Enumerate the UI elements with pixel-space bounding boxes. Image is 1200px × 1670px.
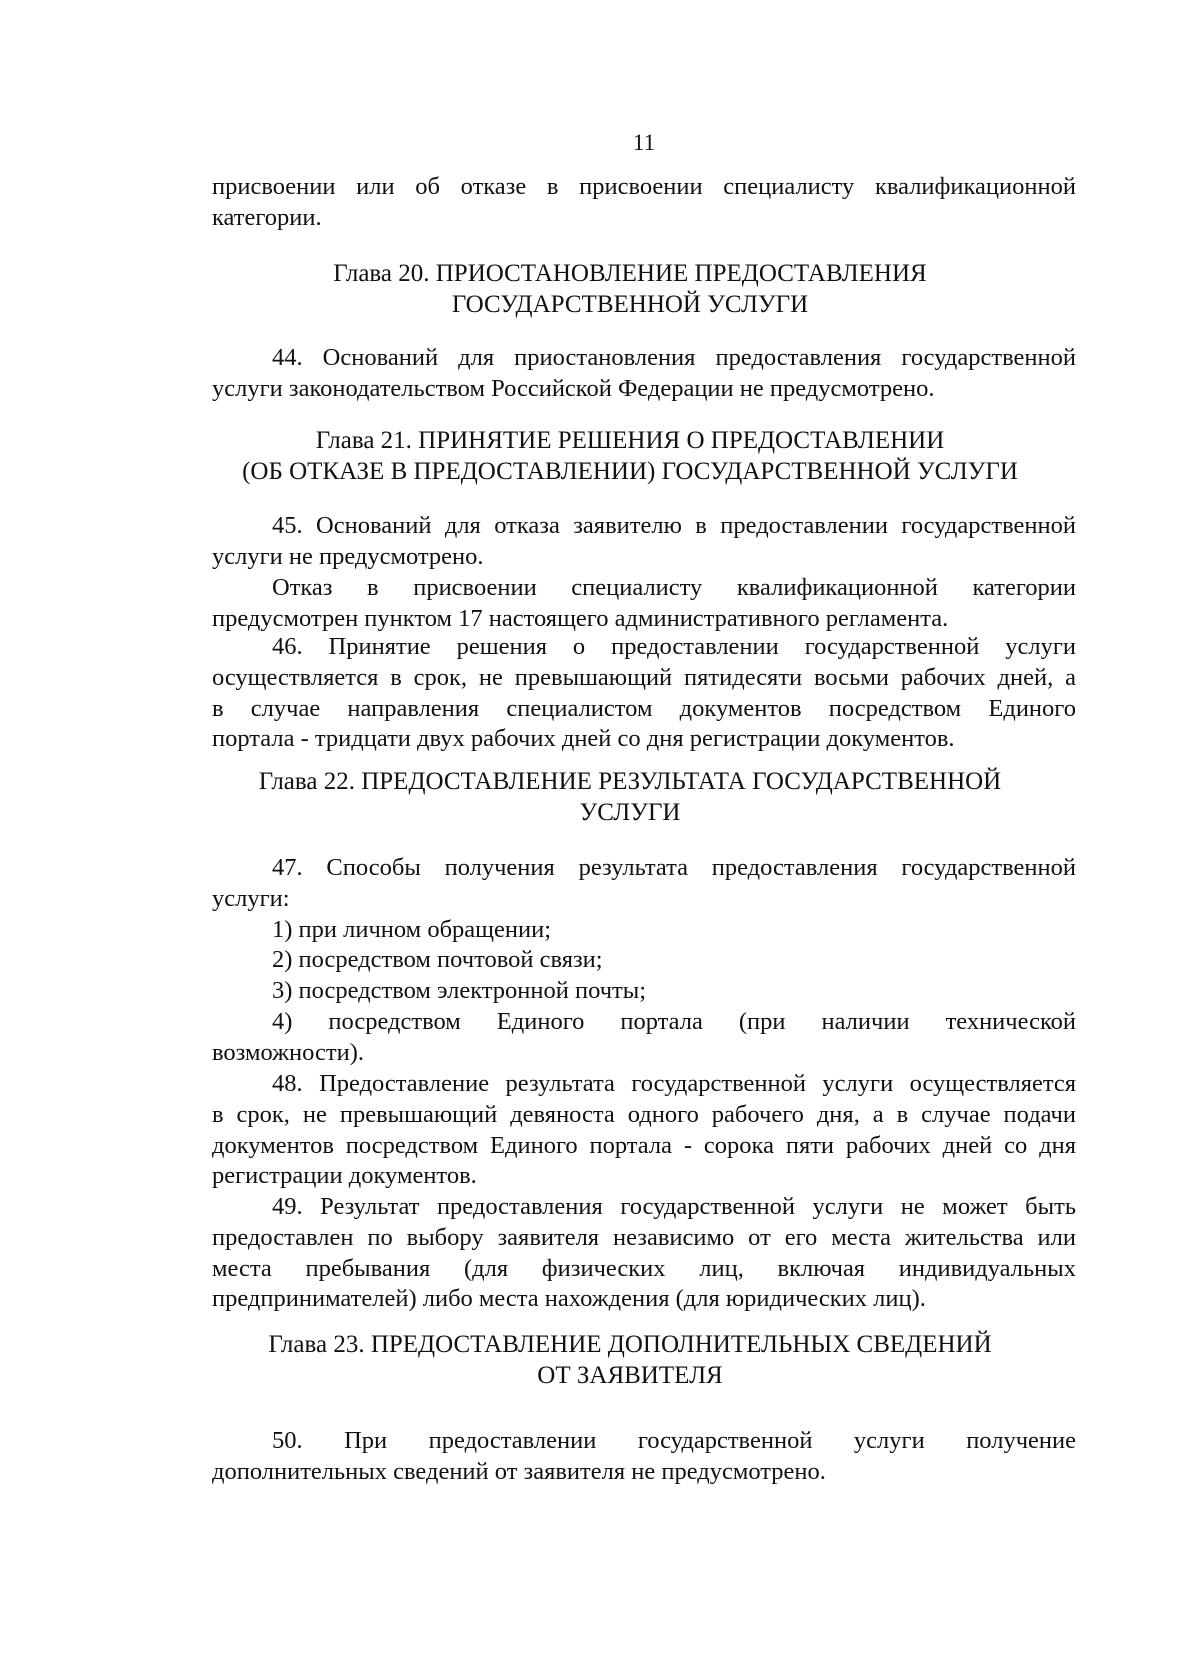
paragraph-line: 49. Результат предоставления государственной услуги не может быть	[272, 1193, 1076, 1220]
paragraph-line: Отказ в присвоении специалисту квалификационной категории	[272, 574, 1076, 601]
intro-paragraph	[212, 172, 1076, 234]
chapter-21-heading	[198, 425, 1062, 487]
paragraph-45	[212, 511, 1076, 573]
paragraph-line: 48. Предоставление результата государственной услуги осуществляется	[272, 1070, 1076, 1097]
heading-line: Глава 23. ПРЕДОСТАВЛЕНИЕ ДОПОЛНИТЕЛЬНЫХ СВЕДЕНИЙ	[268, 1331, 992, 1358]
paragraph-49	[212, 1192, 1076, 1315]
heading-line: ГОСУДАРСТВЕННОЙ УСЛУГИ	[451, 291, 809, 318]
paragraph-line: места пребывания (для физических лиц, включая индивидуальных	[212, 1254, 1076, 1282]
paragraph-line: регистрации документов.	[212, 1162, 477, 1190]
paragraph-line: предусмотрен пунктом 17 настоящего административного регламента.	[212, 604, 949, 632]
paragraph-50	[212, 1426, 1076, 1488]
page-number: 11	[632, 130, 656, 155]
heading-line: УСЛУГИ	[579, 799, 681, 826]
list-item: возможности).	[212, 1038, 365, 1066]
paragraph-line: предоставлен по выбору заявителя независимо от его места жительства или	[212, 1223, 1076, 1251]
list-item: 3) посредством электронной почты;	[272, 977, 647, 1005]
paragraph-line: в случае направления специалистом документов посредством Единого	[212, 694, 1076, 722]
paragraph-line: услуги не предусмотрено.	[212, 542, 484, 570]
paragraph-line: предпринимателей) либо места нахождения (для юридических лиц).	[212, 1285, 926, 1313]
list-item: 1) при личном обращении;	[272, 915, 552, 943]
document-page	[212, 0, 1076, 1670]
paragraph-48	[212, 1069, 1076, 1192]
paragraph-line: 44. Оснований для приостановления предоставления государственной	[272, 344, 1076, 371]
paragraph-line: услуги законодательством Российской Федерации не предусмотрено.	[212, 374, 935, 402]
chapter-20-heading	[198, 258, 1062, 320]
paragraph-46	[212, 632, 1076, 755]
paragraph-line: 46. Принятие решения о предоставлении государственной услуги	[272, 633, 1076, 660]
paragraph-line: дополнительных сведений от заявителя не предусмотрено.	[212, 1457, 826, 1485]
list-item: 4) посредством Единого портала (при наличии технической	[272, 1007, 1076, 1035]
paragraph-line: 50. При предоставлении государственной услуги получение	[272, 1427, 1076, 1454]
heading-line: Глава 20. ПРИОСТАНОВЛЕНИЕ ПРЕДОСТАВЛЕНИЯ	[333, 260, 927, 287]
paragraph-line: 47. Способы получения результата предоставления государственной	[272, 854, 1076, 881]
paragraph-line: в срок, не превышающий девяноста одного рабочего дня, а в случае подачи	[212, 1100, 1076, 1128]
heading-line: ОТ ЗАЯВИТЕЛЯ	[537, 1362, 723, 1389]
heading-line: Глава 21. ПРИНЯТИЕ РЕШЕНИЯ О ПРЕДОСТАВЛЕНИИ	[315, 427, 945, 454]
paragraph-line: 45. Оснований для отказа заявителю в предоставлении государственной	[272, 512, 1076, 539]
chapter-23-heading	[198, 1329, 1062, 1391]
heading-line: (ОБ ОТКАЗЕ В ПРЕДОСТАВЛЕНИИ) ГОСУДАРСТВЕННОЙ УСЛУГИ	[242, 458, 1018, 485]
list-item: 2) посредством почтовой связи;	[272, 946, 603, 974]
paragraph-line: категории.	[212, 203, 322, 231]
paragraph-line: документов посредством Единого портала - сорока пяти рабочих дней со дня	[212, 1131, 1076, 1159]
chapter-22-heading	[198, 766, 1062, 828]
heading-line: Глава 22. ПРЕДОСТАВЛЕНИЕ РЕЗУЛЬТАТА ГОСУДАРСТВЕННОЙ	[258, 768, 1002, 795]
paragraph-line: портала - тридцати двух рабочих дней со дня регистрации документов.	[212, 725, 955, 753]
paragraph-44	[212, 343, 1076, 405]
paragraph-line: присвоении или об отказе в присвоении специалисту квалификационной	[212, 173, 1076, 200]
paragraph-45-refusal	[212, 573, 1076, 635]
paragraph-line: услуги:	[212, 884, 290, 912]
paragraph-line: осуществляется в срок, не превышающий пятидесяти восьми рабочих дней, а	[212, 663, 1076, 691]
paragraph-47	[212, 853, 1076, 1069]
